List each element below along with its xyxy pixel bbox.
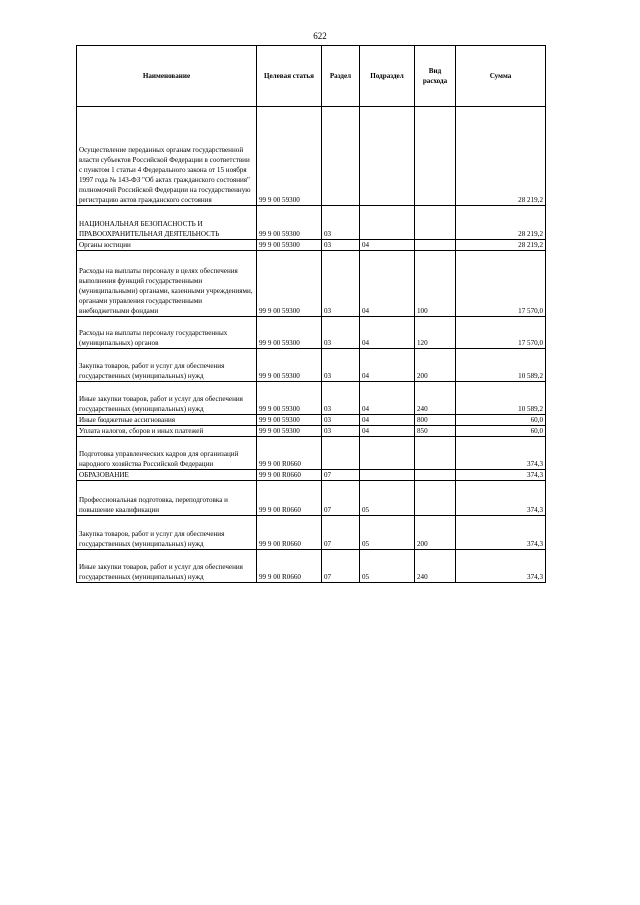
column-header-name: Наименование [77, 46, 257, 107]
page-number: 622 [313, 31, 327, 41]
table-header-row [77, 46, 546, 107]
row-name: Подготовка управленческих кадров для организаций народного хозяйства Российской Федерации [77, 437, 257, 470]
row-section: 07 [322, 550, 360, 583]
row-sum: 60,0 [456, 415, 546, 426]
row-name: Иные бюджетные ассигнования [77, 415, 257, 426]
row-article: 99 9 00 59300 [257, 107, 322, 206]
table-row [77, 317, 546, 349]
row-section: 07 [322, 516, 360, 550]
row-name: Закупка товаров, работ и услуг для обеспечения государственных (муниципальных) нужд [77, 349, 257, 382]
row-section: 03 [322, 382, 360, 415]
row-subsection: 04 [360, 426, 415, 437]
table-row [77, 349, 546, 382]
row-expense-type: 240 [415, 382, 456, 415]
row-sum: 28 219,2 [456, 240, 546, 251]
row-subsection: 04 [360, 251, 415, 317]
row-name: Расходы на выплаты персоналу в целях обеспечения выполнения функций государственными (муниципальными) органами, казенными учреждениями, органами управления государственными внебюджетными фондами [77, 251, 257, 317]
row-expense-type [415, 107, 456, 206]
table-row [77, 470, 546, 481]
row-name: Органы юстиции [77, 240, 257, 251]
row-article: 99 9 00 R0660 [257, 550, 322, 583]
row-expense-type: 200 [415, 516, 456, 550]
table-row [77, 481, 546, 516]
row-subsection: 04 [360, 349, 415, 382]
row-article: 99 9 00 59300 [257, 251, 322, 317]
row-name: Закупка товаров, работ и услуг для обеспечения государственных (муниципальных) нужд [77, 516, 257, 550]
column-header-expense-type: Вид расхода [415, 46, 456, 107]
row-subsection [360, 437, 415, 470]
row-name: Уплата налогов, сборов и иных платежей [77, 426, 257, 437]
row-expense-type: 120 [415, 317, 456, 349]
row-article: 99 9 00 R0660 [257, 470, 322, 481]
table-row [77, 382, 546, 415]
row-section: 03 [322, 349, 360, 382]
row-name: Расходы на выплаты персоналу государственных (муниципальных) органов [77, 317, 257, 349]
row-subsection: 05 [360, 481, 415, 516]
table-row [77, 415, 546, 426]
row-sum: 17 570,0 [456, 251, 546, 317]
row-article: 99 9 00 R0660 [257, 481, 322, 516]
row-subsection: 05 [360, 516, 415, 550]
table-row [77, 437, 546, 470]
row-expense-type: 200 [415, 349, 456, 382]
table-row [77, 516, 546, 550]
row-name: Профессиональная подготовка, переподготовка и повышение квалификации [77, 481, 257, 516]
row-article: 99 9 00 59300 [257, 349, 322, 382]
row-sum: 28 219,2 [456, 206, 546, 240]
table-row [77, 251, 546, 317]
row-name: ОБРАЗОВАНИЕ [77, 470, 257, 481]
row-section: 03 [322, 317, 360, 349]
row-expense-type: 240 [415, 550, 456, 583]
row-name: НАЦИОНАЛЬНАЯ БЕЗОПАСНОСТЬ И ПРАВООХРАНИТЕЛЬНАЯ ДЕЯТЕЛЬНОСТЬ [77, 206, 257, 240]
row-sum: 28 219,2 [456, 107, 546, 206]
row-article: 99 9 00 59300 [257, 240, 322, 251]
row-section [322, 107, 360, 206]
row-article: 99 9 00 59300 [257, 426, 322, 437]
row-sum: 374,3 [456, 481, 546, 516]
row-article: 99 9 00 R0660 [257, 516, 322, 550]
row-expense-type: 800 [415, 415, 456, 426]
column-header-subsection: Подраздел [360, 46, 415, 107]
row-section: 07 [322, 470, 360, 481]
row-section [322, 437, 360, 470]
column-header-sum: Сумма [456, 46, 546, 107]
row-expense-type [415, 206, 456, 240]
row-article: 99 9 00 59300 [257, 317, 322, 349]
table-row [77, 426, 546, 437]
row-sum: 60,0 [456, 426, 546, 437]
row-sum: 374,3 [456, 516, 546, 550]
row-sum: 17 570,0 [456, 317, 546, 349]
row-article: 99 9 00 59300 [257, 415, 322, 426]
row-expense-type [415, 240, 456, 251]
row-section: 07 [322, 481, 360, 516]
row-subsection: 04 [360, 382, 415, 415]
row-expense-type [415, 481, 456, 516]
table-row [77, 107, 546, 206]
row-expense-type: 100 [415, 251, 456, 317]
column-header-article: Целевая статья [257, 46, 322, 107]
row-sum: 374,3 [456, 470, 546, 481]
row-article: 99 9 00 59300 [257, 382, 322, 415]
row-sum: 10 589,2 [456, 349, 546, 382]
row-subsection: 04 [360, 240, 415, 251]
row-expense-type: 850 [415, 426, 456, 437]
table-row [77, 550, 546, 583]
row-sum: 374,3 [456, 437, 546, 470]
row-article: 99 9 00 R0660 [257, 437, 322, 470]
budget-table [76, 45, 546, 583]
row-subsection: 04 [360, 317, 415, 349]
column-header-section: Раздел [322, 46, 360, 107]
row-article: 99 9 00 59300 [257, 206, 322, 240]
row-sum: 374,3 [456, 550, 546, 583]
row-name: Осуществление переданных органам государственной власти субъектов Российской Федерации в соответствии с пунктом 1 статьи 4 Федерального закона от 15 ноября 1997 года № 143-ФЗ "Об актах гражданского состояния" полномочий Российской Федерации на государственную регистрацию актов гражданского состояния [77, 107, 257, 206]
row-expense-type [415, 437, 456, 470]
row-section: 03 [322, 240, 360, 251]
row-name: Иные закупки товаров, работ и услуг для обеспечения государственных (муниципальных) нужд [77, 550, 257, 583]
row-section: 03 [322, 251, 360, 317]
row-subsection: 04 [360, 415, 415, 426]
row-subsection [360, 107, 415, 206]
row-section: 03 [322, 206, 360, 240]
row-expense-type [415, 470, 456, 481]
table-row [77, 206, 546, 240]
row-subsection [360, 206, 415, 240]
row-name: Иные закупки товаров, работ и услуг для обеспечения государственных (муниципальных) нужд [77, 382, 257, 415]
row-section: 03 [322, 415, 360, 426]
row-subsection: 05 [360, 550, 415, 583]
table-row [77, 240, 546, 251]
row-sum: 10 589,2 [456, 382, 546, 415]
row-subsection [360, 470, 415, 481]
row-section: 03 [322, 426, 360, 437]
